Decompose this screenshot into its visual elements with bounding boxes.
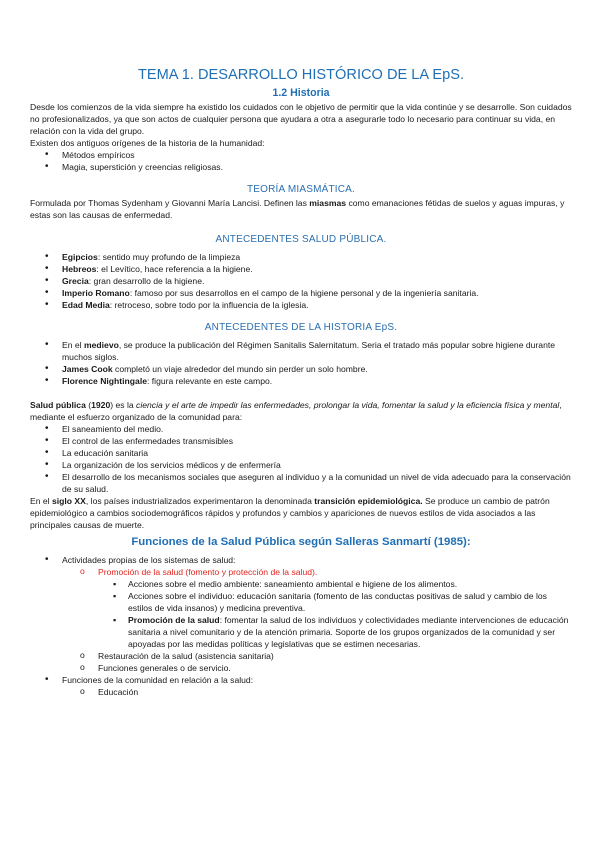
list-item: ▪ Acciones sobre el medio ambiente: saneamiento ambiental e higiene de los alimentos. bbox=[98, 578, 572, 590]
miasmatica-paragraph: Formulada por Thomas Sydenham y Giovanni María Lancisi. Definen las miasmas como emanaciones fétidas de suelos y aguas impuras, y estas son las causas de enfermedad. bbox=[30, 198, 565, 220]
heading-antecedentes-salud-publica: ANTECEDENTES SALUD PÚBLICA. bbox=[215, 234, 387, 245]
promocion-wrapper bbox=[62, 578, 572, 650]
list-item: o Restauración de la salud (asistencia sanitaria) bbox=[62, 650, 572, 662]
list-item: • El desarrollo de los mecanismos sociales que aseguren al individuo y a la comunidad un nivel de vida adecuado para la conservación de su salud. bbox=[30, 471, 572, 495]
antecedentes-eps-list bbox=[30, 339, 572, 387]
list-item: • La organización de los servicios médicos y de enfermería bbox=[30, 459, 572, 471]
intro-paragraph: Desde los comienzos de la vida siempre ha existido los cuidados con le objetivo de permitir que la vida continúe y se desarrolle. Son cuidados no profesionalizados, ya que son actos de cualquier persona que ayudara a otra a asegurarle todo lo necesario para continuar su vida, en relación con la vida del grupo. bbox=[30, 102, 572, 136]
funciones-sublist-2 bbox=[62, 650, 572, 674]
list-item: o Funciones generales o de servicio. bbox=[62, 662, 572, 674]
list-item: • Actividades propias de los sistemas de salud: o Promoción de la salud (fomento y protección de la salud). ▪ Acciones sobre el medio ambiente: saneamiento ambiental e higiene de los alimentos. ▪ Acciones sobre el individuo: educación sanitaria (fomento de las conductas positivas de salud y cambio de los estilos de vida insanos) y medicina preventiva. ▪ Promoción de la salud: fomentar la salud de los individuos y colectividades mediante intervenciones de educación sanitaria a nivel comunitario y de la atención primaria. Soporte de los grupos organizados de la comunidad y ser apoyadas por las medidas políticas y legislativas que se estimen necesarias. o Restauración de la salud (asistencia sanitaria) o Funciones generales o de servicio. bbox=[30, 554, 572, 674]
list-item: ▪ Promoción de la salud: fomentar la salud de los individuos y colectividades mediante intervenciones de educación sanitaria a nivel comunitario y de la atención primaria. Soporte de los grupos organizados de la comunidad y ser apoyadas por las medidas políticas y legislativas que se estimen necesarias. bbox=[98, 614, 572, 650]
list-item: • Funciones de la comunidad en relación a la salud: o Educación bbox=[30, 674, 572, 698]
list-item: • Egipcios: sentido muy profundo de la limpieza bbox=[30, 251, 572, 263]
list-item: ▪ Acciones sobre el individuo: educación sanitaria (fomento de las conductas positivas de salud y cambio de los estilos de vida insanos) y medicina preventiva. bbox=[98, 590, 572, 614]
heading-miasmatica: TEORÍA MIASMÁTICA. bbox=[246, 184, 356, 195]
list-item: • Florence Nightingale: figura relevante en este campo. bbox=[30, 375, 572, 387]
page-title: TEMA 1. DESARROLLO HISTÓRICO DE LA EpS. bbox=[137, 67, 465, 83]
comunidad-sublist bbox=[62, 686, 572, 698]
funciones-sublist bbox=[62, 566, 572, 578]
list-item: • El saneamiento del medio. bbox=[30, 423, 572, 435]
list-item: • Imperio Romano: famoso por sus desarrollos en el campo de la higiene personal y de la ingeniería sanitaria. bbox=[30, 287, 572, 299]
promocion-detail bbox=[62, 578, 572, 650]
intro-origins-line: Existen dos antiguos orígenes de la historia de la humanidad: bbox=[30, 138, 265, 148]
list-item: • El control de las enfermedades transmisibles bbox=[30, 435, 572, 447]
siglo-xx-paragraph: En el siglo XX, los países industrializados experimentaron la denominada transición epidemiológica. Se produce un cambio de patrón epidemiológico a cambios sociodemográficos rápidos y profundos y cambios y apariciones de nuevos estilos de vida asociados a las principales causas de muerte. bbox=[30, 496, 550, 530]
list-item: • Magia, superstición y creencias religiosas. bbox=[30, 161, 572, 173]
origins-list bbox=[30, 149, 572, 173]
list-item: • Edad Media: retroceso, sobre todo por la influencia de la iglesia. bbox=[30, 299, 572, 311]
heading-antecedentes-eps: ANTECEDENTES DE LA HISTORIA EpS. bbox=[204, 322, 398, 333]
list-item: o Educación bbox=[62, 686, 572, 698]
list-item: • Métodos empíricos bbox=[30, 149, 572, 161]
section-subtitle: 1.2 Historia bbox=[272, 87, 330, 99]
funciones-list bbox=[30, 554, 572, 698]
list-item: o Promoción de la salud (fomento y protección de la salud). bbox=[62, 566, 572, 578]
antecedentes-sp-list bbox=[30, 251, 572, 311]
list-item: • James Cook completó un viaje alrededor del mundo sin perder un solo hombre. bbox=[30, 363, 572, 375]
salud-publica-definition: Salud pública (1920) es la ciencia y el arte de impedir las enfermedades, prolongar la vida, fomentar la salud y la eficiencia física y mental, mediante el esfuerzo organizado de la comunidad para: bbox=[30, 400, 562, 422]
promocion-actions-list bbox=[98, 578, 572, 650]
list-item: • La educación sanitaria bbox=[30, 447, 572, 459]
salud-publica-list bbox=[30, 423, 572, 495]
list-item: • Hebreos: el Levítico, hace referencia a la higiene. bbox=[30, 263, 572, 275]
heading-funciones: Funciones de la Salud Pública según Salleras Sanmartí (1985): bbox=[131, 536, 471, 548]
list-item: • En el medievo, se produce la publicación del Régimen Sanitalis Salernitatum. Seria el tratado más popular sobre higiene durante muchos siglos. bbox=[30, 339, 572, 363]
list-item: • Grecia: gran desarrollo de la higiene. bbox=[30, 275, 572, 287]
